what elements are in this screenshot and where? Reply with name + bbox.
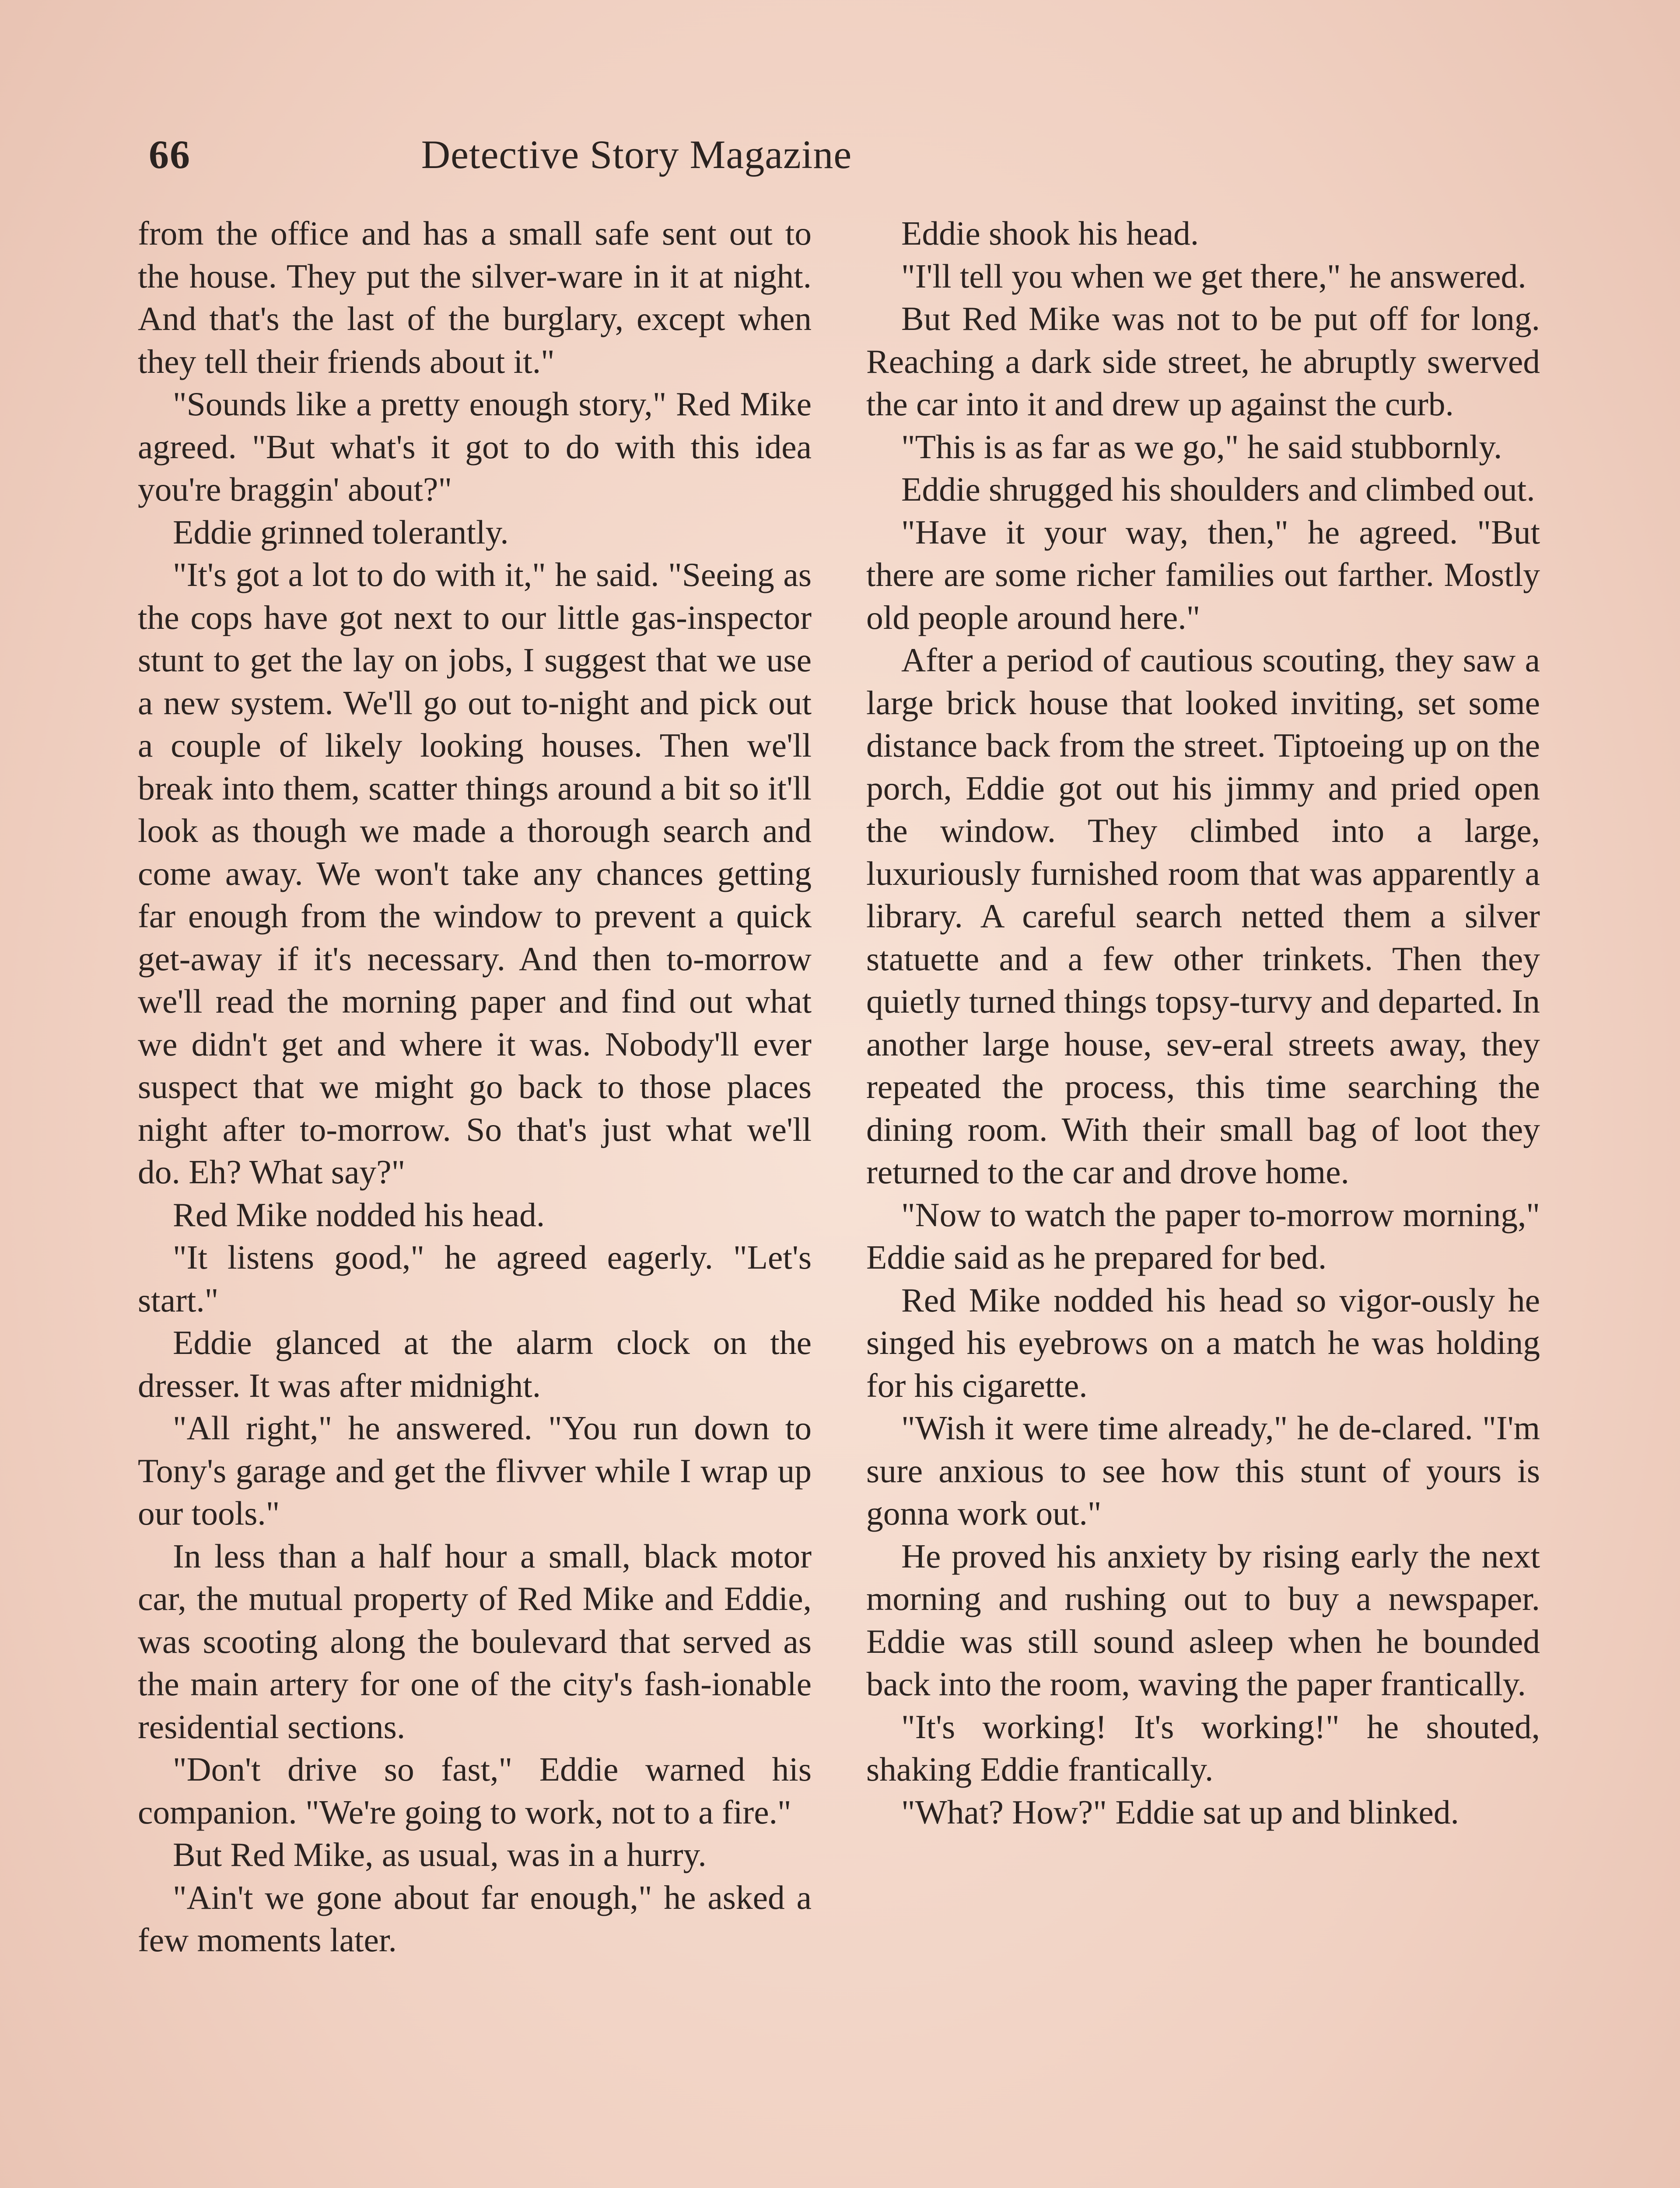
paragraph: Red Mike nodded his head. [173, 1196, 545, 1234]
paragraph: "Wish it were time already," he de-clared. "I'm sure anxious to see how this stunt of yours is gonna work out." [866, 1409, 1540, 1532]
running-title: Detective Story Magazine [421, 132, 852, 177]
paragraph: "It listens good," he agreed eagerly. "Let's start." [138, 1238, 812, 1319]
paragraph: "It's working! It's working!" he shouted, shaking Eddie frantically. [866, 1708, 1540, 1788]
paragraph: Red Mike nodded his head so vigor-ously he singed his eyebrows on a match he was holding for his cigarette. [866, 1281, 1540, 1404]
paragraph: In less than a half hour a small, black motor car, the mutual property of Red Mike and Eddie, was scooting along the boulevard that served as the main artery for one of the city's fash-ionable residential sections. [138, 1537, 812, 1746]
paragraph: "Sounds like a pretty enough story," Red Mike agreed. "But what's it got to do with this idea you're braggin' about?" [138, 385, 812, 508]
left-text-column [138, 212, 812, 1962]
paragraph: "It's got a lot to do with it," he said. "Seeing as the cops have got next to our little gas-inspector stunt to get the lay on jobs, I suggest that we use a new system. We'll go out to-night and pick out a couple of likely looking houses. Then we'll break into them, scatter things around a bit so it'll look as though we made a thorough search and come away. We won't take any chances getting far enough from the window to prevent a quick get-away if it's necessary. And then to-morrow we'll read the morning paper and find out what we didn't get and where it was. Nobody'll ever suspect that we might go back to those places night after to-morrow. So that's just what we'll do. Eh? What say?" [138, 556, 812, 1191]
paragraph: But Red Mike, as usual, was in a hurry. [173, 1836, 707, 1873]
paragraph: Eddie shook his head. [901, 214, 1199, 252]
page-number: 66 [149, 132, 191, 177]
paragraph: "All right," he answered. "You run down to Tony's garage and get the flivver while I wrap up our tools." [138, 1409, 812, 1532]
paragraph: He proved his anxiety by rising early the next morning and rushing out to buy a newspaper. Eddie was still sound asleep when he bounded back into the room, waving the paper frantically. [866, 1537, 1540, 1703]
paragraph: "Don't drive so fast," Eddie warned his companion. "We're going to work, not to a fire." [138, 1750, 812, 1831]
paragraph: "I'll tell you when we get there," he answered. [901, 257, 1526, 295]
paragraph: But Red Mike was not to be put off for long. Reaching a dark side street, he abruptly swerved the car into it and drew up against the curb. [866, 300, 1540, 423]
paragraph: from the office and has a small safe sent out to the house. They put the silver-ware in it at night. And that's the last of the burglary, except when they tell their friends about it." [138, 214, 812, 380]
paragraph: "Now to watch the paper to-morrow morning," Eddie said as he prepared for bed. [866, 1196, 1540, 1276]
paragraph: Eddie grinned tolerantly. [173, 513, 509, 551]
paragraph: "What? How?" Eddie sat up and blinked. [901, 1793, 1459, 1831]
paragraph: "This is as far as we go," he said stubbornly. [901, 428, 1502, 466]
page-header [149, 123, 1124, 193]
paragraph: Eddie glanced at the alarm clock on the dresser. It was after midnight. [138, 1324, 812, 1404]
paragraph: "Have it your way, then," he agreed. "But there are some richer families out farther. Mostly old people around here." [866, 513, 1540, 636]
paragraph: "Ain't we gone about far enough," he asked a few moments later. [138, 1878, 812, 1959]
paragraph: Eddie shrugged his shoulders and climbed out. [901, 470, 1535, 508]
right-text-column [866, 212, 1540, 1834]
paragraph: After a period of cautious scouting, they saw a large brick house that looked inviting, set some distance back from the street. Tiptoeing up on the porch, Eddie got out his jimmy and pried open the window. They climbed into a large, luxuriously furnished room that was apparently a library. A careful search netted them a silver statuette and a few other trinkets. Then they quietly turned things topsy-turvy and departed. In another large house, sev-eral streets away, they repeated the process, this time searching the dining room. With their small bag of loot they returned to the car and drove home. [866, 641, 1540, 1191]
